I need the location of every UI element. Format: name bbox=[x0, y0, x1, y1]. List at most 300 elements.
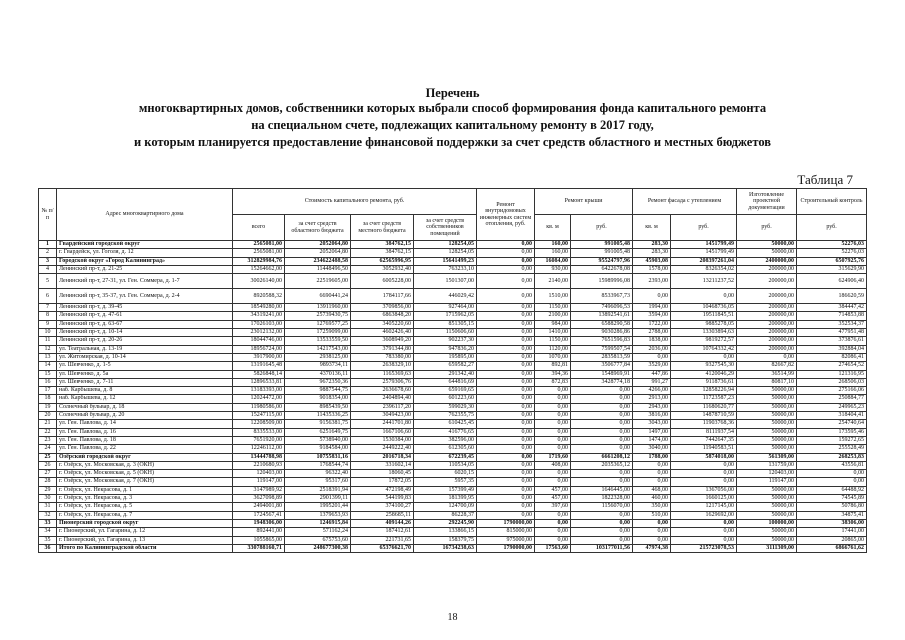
cell-num: 25 bbox=[39, 453, 57, 461]
cell-total: 120403,00 bbox=[233, 470, 285, 478]
cell-address: г. Озёрск, ул. Некрасова, д. 5 bbox=[57, 503, 233, 511]
cell-num: 28 bbox=[39, 478, 57, 486]
cell-facade-rub: 7442647,35 bbox=[671, 436, 737, 444]
cell-facade-m2: 2943,00 bbox=[633, 403, 671, 411]
table-row bbox=[39, 536, 867, 544]
cell-num: 6 bbox=[39, 289, 57, 304]
col-roof-header: Ремонт крыши bbox=[535, 189, 633, 215]
cell-regional: 13533559,50 bbox=[285, 337, 351, 345]
table-row bbox=[39, 436, 867, 444]
cell-regional: 9887544,75 bbox=[285, 387, 351, 395]
cell-owners: 659582,27 bbox=[414, 362, 477, 370]
table-row bbox=[39, 257, 867, 265]
cell-address: наб. Карбышева, д. 12 bbox=[57, 395, 233, 403]
cell-regional: 10755831,16 bbox=[285, 453, 351, 461]
cell-facade-m2: 350,00 bbox=[633, 503, 671, 511]
cell-owners: 416776,65 bbox=[414, 428, 477, 436]
cell-facade-m2: 460,00 bbox=[633, 495, 671, 503]
cell-heating: 0,00 bbox=[477, 265, 535, 273]
col-roof-rub-header: руб. bbox=[571, 215, 633, 241]
cell-regional: 2938125,00 bbox=[285, 353, 351, 361]
cell-address: Солнечный бульвар, д. 18 bbox=[57, 403, 233, 411]
cell-project: 0,00 bbox=[737, 353, 797, 361]
table-row bbox=[39, 544, 867, 552]
cell-facade-m2: 283,30 bbox=[633, 241, 671, 249]
cell-num: 24 bbox=[39, 445, 57, 453]
cell-roof-m2: 2100,00 bbox=[535, 312, 571, 320]
cell-total: 330788160,71 bbox=[233, 544, 285, 552]
cell-heating: 0,00 bbox=[477, 436, 535, 444]
cell-project: 200000,00 bbox=[737, 274, 797, 289]
cell-facade-rub: 0,00 bbox=[671, 478, 737, 486]
cell-address: наб. Карбышева, д. 8 bbox=[57, 387, 233, 395]
cell-total: 18956724,00 bbox=[233, 345, 285, 353]
cell-facade-rub: 0,00 bbox=[671, 470, 737, 478]
cell-roof-m2: 0,00 bbox=[535, 412, 571, 420]
cell-roof-rub: 8533967,73 bbox=[571, 289, 633, 304]
cell-address: Ленинский пр-т, 35-37, ул. Ген. Соммера, д. 2-4 bbox=[57, 289, 233, 304]
cell-address: Городской округ «Город Калининград» bbox=[57, 257, 233, 265]
cell-total: 12246112,00 bbox=[233, 445, 285, 453]
cell-roof-rub: 0,00 bbox=[571, 403, 633, 411]
cell-local: 2638329,10 bbox=[351, 362, 414, 370]
heading-line-1: Перечень bbox=[425, 86, 480, 100]
cell-facade-rub: 10764332,42 bbox=[671, 345, 737, 353]
cell-num: 31 bbox=[39, 503, 57, 511]
cell-regional: 96322,40 bbox=[285, 470, 351, 478]
cell-num: 21 bbox=[39, 420, 57, 428]
cell-total: 7651920,00 bbox=[233, 436, 285, 444]
col-project-rub-header: руб. bbox=[737, 215, 797, 241]
cell-facade-m2: 0,00 bbox=[633, 289, 671, 304]
cell-address: г. Озёрск, ул. Некрасова, д. 7 bbox=[57, 511, 233, 519]
cell-roof-m2: 0,00 bbox=[535, 428, 571, 436]
cell-roof-m2: 16084,00 bbox=[535, 257, 571, 265]
cell-project: 50000,00 bbox=[737, 511, 797, 519]
cell-address: Ленинский пр-т, д. 63-67 bbox=[57, 320, 233, 328]
cell-facade-m2: 0,00 bbox=[633, 528, 671, 536]
cell-roof-rub: 0,00 bbox=[571, 412, 633, 420]
cell-heating: 0,00 bbox=[477, 420, 535, 428]
cell-regional: 9156381,75 bbox=[285, 420, 351, 428]
cell-regional: 9672350,36 bbox=[285, 378, 351, 386]
cell-num: 33 bbox=[39, 519, 57, 527]
cell-total: 13191645,48 bbox=[233, 362, 285, 370]
table-row bbox=[39, 461, 867, 469]
cell-control: 274654,52 bbox=[797, 362, 867, 370]
cell-facade-m2: 0,00 bbox=[633, 461, 671, 469]
cell-roof-rub: 0,00 bbox=[571, 478, 633, 486]
cell-address: Ленинский пр-т, 27-31, ул. Ген. Соммера, д. 1-7 bbox=[57, 274, 233, 289]
table-row bbox=[39, 395, 867, 403]
cell-num: 26 bbox=[39, 461, 57, 469]
cell-total: 3917900,00 bbox=[233, 353, 285, 361]
cell-roof-rub: 3428774,18 bbox=[571, 378, 633, 386]
cell-total: 1724567,41 bbox=[233, 511, 285, 519]
cell-local: 2636678,60 bbox=[351, 387, 414, 395]
cell-facade-rub: 11680620,77 bbox=[671, 403, 737, 411]
cell-address: г. Озёрск, ул. Московская, д. 7 (ОКН) bbox=[57, 478, 233, 486]
cell-regional: 234622488,58 bbox=[285, 257, 351, 265]
cell-address: ул. Шевченко, д. 5а bbox=[57, 370, 233, 378]
cell-owners: 382596,00 bbox=[414, 436, 477, 444]
cell-control: 74545,89 bbox=[797, 495, 867, 503]
cell-regional: 25739430,75 bbox=[285, 312, 351, 320]
table-row bbox=[39, 387, 867, 395]
cell-project: 200000,00 bbox=[737, 345, 797, 353]
cell-roof-rub: 103177011,56 bbox=[571, 544, 633, 552]
cell-facade-rub: 13303894,63 bbox=[671, 329, 737, 337]
cell-roof-rub: 0,00 bbox=[571, 420, 633, 428]
cell-control: 6866761,62 bbox=[797, 544, 867, 552]
table-row bbox=[39, 470, 867, 478]
cell-control: 254740,64 bbox=[797, 420, 867, 428]
cell-facade-rub: 0,00 bbox=[671, 519, 737, 527]
cell-num: 20 bbox=[39, 412, 57, 420]
cell-roof-rub: 15989996,08 bbox=[571, 274, 633, 289]
cell-project: 50000,00 bbox=[737, 241, 797, 249]
col-control-rub-header: руб. bbox=[797, 215, 867, 241]
cell-heating: 0,00 bbox=[477, 289, 535, 304]
cell-roof-m2: 1510,00 bbox=[535, 289, 571, 304]
col-project-header: Изготовление проектной документации bbox=[737, 189, 797, 215]
cell-roof-rub: 0,00 bbox=[571, 387, 633, 395]
table-row bbox=[39, 312, 867, 320]
cell-project: 82667,82 bbox=[737, 362, 797, 370]
cell-control: 275166,06 bbox=[797, 387, 867, 395]
cell-regional: 12769577,25 bbox=[285, 320, 351, 328]
cell-facade-m2: 0,00 bbox=[633, 478, 671, 486]
cell-control: 6507925,76 bbox=[797, 257, 867, 265]
cell-num: 17 bbox=[39, 387, 57, 395]
cell-heating: 0,00 bbox=[477, 362, 535, 370]
cell-facade-rub: 9819272,57 bbox=[671, 337, 737, 345]
cell-regional: 2518391,94 bbox=[285, 486, 351, 494]
table-row bbox=[39, 478, 867, 486]
cell-facade-rub: 13211237,52 bbox=[671, 274, 737, 289]
table-row bbox=[39, 320, 867, 328]
cell-owners: 181399,95 bbox=[414, 495, 477, 503]
cell-project: 50000,00 bbox=[737, 445, 797, 453]
cell-project: 100000,00 bbox=[737, 519, 797, 527]
cell-facade-m2: 2036,00 bbox=[633, 345, 671, 353]
cell-regional: 6690441,24 bbox=[285, 289, 351, 304]
cell-roof-m2: 930,00 bbox=[535, 265, 571, 273]
table-row bbox=[39, 249, 867, 257]
cell-project: 200000,00 bbox=[737, 337, 797, 345]
cell-heating: 0,00 bbox=[477, 495, 535, 503]
cell-owners: 128254,05 bbox=[414, 241, 477, 249]
cell-local: 258685,11 bbox=[351, 511, 414, 519]
cell-num: 34 bbox=[39, 528, 57, 536]
cell-owners: 110534,05 bbox=[414, 461, 477, 469]
cell-heating: 0,00 bbox=[477, 412, 535, 420]
cell-num: 13 bbox=[39, 353, 57, 361]
cell-facade-rub: 1660125,00 bbox=[671, 495, 737, 503]
cell-address: ул. Ген. Павлова, д. 16 bbox=[57, 428, 233, 436]
cell-roof-rub: 9030286,86 bbox=[571, 329, 633, 337]
cell-local: 221731,65 bbox=[351, 536, 414, 544]
cell-total: 312829984,76 bbox=[233, 257, 285, 265]
cell-roof-m2: 394,36 bbox=[535, 370, 571, 378]
cell-total: 11980586,00 bbox=[233, 403, 285, 411]
cell-address: г. Озёрск, ул. Некрасова, д. 3 bbox=[57, 495, 233, 503]
cell-regional: 248677300,38 bbox=[285, 544, 351, 552]
cell-address: ул. Театральная, д. 13-19 bbox=[57, 345, 233, 353]
cell-roof-m2: 1719,60 bbox=[535, 453, 571, 461]
cell-local: 3405220,60 bbox=[351, 320, 414, 328]
cell-project: 50000,00 bbox=[737, 395, 797, 403]
cell-project: 50000,00 bbox=[737, 403, 797, 411]
cell-address: ул. Житомирская, д. 10-14 bbox=[57, 353, 233, 361]
col-address-header: Адрес многоквартирного дома bbox=[57, 189, 233, 241]
cell-heating: 0,00 bbox=[477, 370, 535, 378]
cell-control: 268506,03 bbox=[797, 378, 867, 386]
cell-control: 373876,61 bbox=[797, 337, 867, 345]
cell-num: 15 bbox=[39, 370, 57, 378]
cell-owners: 1501307,00 bbox=[414, 274, 477, 289]
cell-heating: 0,00 bbox=[477, 503, 535, 511]
cell-regional: 8985439,50 bbox=[285, 403, 351, 411]
cell-heating: 975000,00 bbox=[477, 536, 535, 544]
cell-address: г. Пионерский, ул. Гагарина, д. 13 bbox=[57, 536, 233, 544]
cell-facade-m2: 2393,00 bbox=[633, 274, 671, 289]
cell-control: 250884,77 bbox=[797, 395, 867, 403]
cell-local: 6005228,00 bbox=[351, 274, 414, 289]
cell-total: 3147989,92 bbox=[233, 486, 285, 494]
cell-roof-rub: 0,00 bbox=[571, 428, 633, 436]
cell-local: 6863848,20 bbox=[351, 312, 414, 320]
cell-roof-m2: 160,00 bbox=[535, 249, 571, 257]
cell-project: 200000,00 bbox=[737, 320, 797, 328]
cell-roof-m2: 397,60 bbox=[535, 503, 571, 511]
cell-regional: 1379653,93 bbox=[285, 511, 351, 519]
cell-control: 352534,37 bbox=[797, 320, 867, 328]
cell-roof-m2: 872,83 bbox=[535, 378, 571, 386]
cell-control: 315629,90 bbox=[797, 265, 867, 273]
cell-facade-m2: 0,00 bbox=[633, 470, 671, 478]
cell-roof-m2: 0,00 bbox=[535, 536, 571, 544]
cell-local: 2396117,20 bbox=[351, 403, 414, 411]
cell-facade-rub: 9118736,61 bbox=[671, 378, 737, 386]
cell-regional: 13911960,00 bbox=[285, 304, 351, 312]
cell-regional: 571162,24 bbox=[285, 528, 351, 536]
cell-facade-rub: 1367056,00 bbox=[671, 486, 737, 494]
cell-control: 268253,83 bbox=[797, 453, 867, 461]
cell-project: 50000,00 bbox=[737, 503, 797, 511]
cell-regional: 1246915,84 bbox=[285, 519, 351, 527]
cell-heating: 0,00 bbox=[477, 486, 535, 494]
cell-num: 27 bbox=[39, 470, 57, 478]
cell-owners: 6020,15 bbox=[414, 470, 477, 478]
cell-owners: 672239,45 bbox=[414, 453, 477, 461]
col-owners-header: за счет средств собственников помещений bbox=[414, 215, 477, 241]
cell-facade-m2: 3594,00 bbox=[633, 312, 671, 320]
cell-total: 23012132,00 bbox=[233, 329, 285, 337]
cell-facade-rub: 1451799,49 bbox=[671, 241, 737, 249]
cell-regional: 22519605,00 bbox=[285, 274, 351, 289]
cell-control: 384447,42 bbox=[797, 304, 867, 312]
cell-owners: 851305,15 bbox=[414, 320, 477, 328]
cell-regional: 9184584,00 bbox=[285, 445, 351, 453]
cell-local: 374100,27 bbox=[351, 503, 414, 511]
cell-roof-rub: 0,00 bbox=[571, 470, 633, 478]
table-row bbox=[39, 511, 867, 519]
table-row bbox=[39, 353, 867, 361]
cell-roof-m2: 0,00 bbox=[535, 420, 571, 428]
cell-local: 3049423,00 bbox=[351, 412, 414, 420]
cell-roof-m2: 408,00 bbox=[535, 461, 571, 469]
table-row bbox=[39, 528, 867, 536]
cell-owners: 446029,42 bbox=[414, 289, 477, 304]
cell-address: ул. Ген. Павлова, д. 22 bbox=[57, 445, 233, 453]
cell-roof-m2: 1120,00 bbox=[535, 345, 571, 353]
cell-facade-rub: 0,00 bbox=[671, 536, 737, 544]
cell-control: 255528,49 bbox=[797, 445, 867, 453]
table-body bbox=[39, 241, 867, 553]
col-facade-rub-header: руб. bbox=[671, 215, 737, 241]
cell-roof-m2: 1410,00 bbox=[535, 329, 571, 337]
cell-control: 17441,00 bbox=[797, 528, 867, 536]
cell-local: 3791344,80 bbox=[351, 345, 414, 353]
cell-facade-m2: 2788,00 bbox=[633, 329, 671, 337]
table-row bbox=[39, 428, 867, 436]
cell-roof-rub: 0,00 bbox=[571, 395, 633, 403]
cell-roof-rub: 0,00 bbox=[571, 528, 633, 536]
cell-facade-m2: 510,00 bbox=[633, 511, 671, 519]
cell-project: 200000,00 bbox=[737, 304, 797, 312]
cell-project: 2400000,00 bbox=[737, 257, 797, 265]
table-row bbox=[39, 445, 867, 453]
cell-control: 392884,04 bbox=[797, 345, 867, 353]
cell-roof-m2: 2140,00 bbox=[535, 274, 571, 289]
cell-control: 249965,23 bbox=[797, 403, 867, 411]
cell-local: 1165369,63 bbox=[351, 370, 414, 378]
cell-num: 5 bbox=[39, 274, 57, 289]
cell-control: 477951,48 bbox=[797, 329, 867, 337]
cell-address: Солнечный бульвар, д. 20 bbox=[57, 412, 233, 420]
cell-address: Пионерский городской округ bbox=[57, 519, 233, 527]
cell-total: 2565081,00 bbox=[233, 241, 285, 249]
cell-address: ул. Ген. Павлова, д. 14 bbox=[57, 420, 233, 428]
cell-regional: 11448496,50 bbox=[285, 265, 351, 273]
cell-address: г. Гвардейск, ул. Гоголя, д. 12 bbox=[57, 249, 233, 257]
cell-address: Озёрский городской округ bbox=[57, 453, 233, 461]
cell-heating: 0,00 bbox=[477, 387, 535, 395]
cell-roof-m2: 1150,00 bbox=[535, 304, 571, 312]
cell-heating: 0,00 bbox=[477, 403, 535, 411]
cell-project: 50000,00 bbox=[737, 412, 797, 420]
cell-num: 29 bbox=[39, 486, 57, 494]
cell-local: 331602,14 bbox=[351, 461, 414, 469]
cell-local: 17872,05 bbox=[351, 478, 414, 486]
table-row bbox=[39, 337, 867, 345]
repair-table bbox=[38, 188, 867, 553]
cell-control: 159272,65 bbox=[797, 436, 867, 444]
table-row bbox=[39, 265, 867, 273]
cell-heating: 1790000,00 bbox=[477, 519, 535, 527]
cell-roof-m2: 0,00 bbox=[535, 470, 571, 478]
cell-control: 624906,40 bbox=[797, 274, 867, 289]
cell-project: 200000,00 bbox=[737, 312, 797, 320]
cell-num: 19 bbox=[39, 403, 57, 411]
cell-num: 32 bbox=[39, 511, 57, 519]
cell-num: 11 bbox=[39, 337, 57, 345]
cell-control: 173595,46 bbox=[797, 428, 867, 436]
cell-control: 64488,92 bbox=[797, 486, 867, 494]
cell-facade-m2: 0,00 bbox=[633, 536, 671, 544]
cell-total: 13183393,00 bbox=[233, 387, 285, 395]
cell-owners: 659169,65 bbox=[414, 387, 477, 395]
cell-project: 50000,00 bbox=[737, 536, 797, 544]
cell-roof-rub: 0,00 bbox=[571, 445, 633, 453]
cell-num: 2 bbox=[39, 249, 57, 257]
cell-owners: 16734238,63 bbox=[414, 544, 477, 552]
cell-local: 62565996,95 bbox=[351, 257, 414, 265]
cell-roof-m2: 0,00 bbox=[535, 445, 571, 453]
cell-heating: 0,00 bbox=[477, 241, 535, 249]
col-heating-header: Ремонт внутридомовых инженерных систем отопления, руб. bbox=[477, 189, 535, 241]
heading-line-3: на специальном счете, подлежащих капитальному ремонту в 2017 году, bbox=[251, 118, 654, 132]
cell-local: 187412,61 bbox=[351, 528, 414, 536]
cell-heating: 0,00 bbox=[477, 445, 535, 453]
cell-control: 0,00 bbox=[797, 470, 867, 478]
cell-project: 36514,99 bbox=[737, 370, 797, 378]
cell-total: 8335533,00 bbox=[233, 428, 285, 436]
cell-facade-m2: 283,30 bbox=[633, 249, 671, 257]
cell-facade-m2: 45903,08 bbox=[633, 257, 671, 265]
cell-facade-m2: 3043,00 bbox=[633, 420, 671, 428]
cell-owners: 927464,00 bbox=[414, 304, 477, 312]
cell-heating: 0,00 bbox=[477, 461, 535, 469]
cell-project: 200000,00 bbox=[737, 289, 797, 304]
cell-owners: 133866,15 bbox=[414, 528, 477, 536]
cell-heating: 0,00 bbox=[477, 337, 535, 345]
cell-owners: 86228,37 bbox=[414, 511, 477, 519]
cell-local: 3608949,20 bbox=[351, 337, 414, 345]
table-row bbox=[39, 378, 867, 386]
cell-regional: 4370136,11 bbox=[285, 370, 351, 378]
cell-address: Гвардейский городской округ bbox=[57, 241, 233, 249]
cell-owners: 1150606,60 bbox=[414, 329, 477, 337]
cell-roof-rub: 1646445,00 bbox=[571, 486, 633, 494]
cell-address: Ленинский пр-т, д. 20-26 bbox=[57, 337, 233, 345]
table-row bbox=[39, 420, 867, 428]
cell-owners: 15641499,23 bbox=[414, 257, 477, 265]
cell-owners: 291342,40 bbox=[414, 370, 477, 378]
cell-project: 120403,00 bbox=[737, 470, 797, 478]
cell-facade-m2: 1722,00 bbox=[633, 320, 671, 328]
cell-roof-m2: 892,81 bbox=[535, 362, 571, 370]
cell-local: 2404894,40 bbox=[351, 395, 414, 403]
cell-total: 119147,00 bbox=[233, 478, 285, 486]
cell-regional: 14217543,00 bbox=[285, 345, 351, 353]
cell-heating: 0,00 bbox=[477, 257, 535, 265]
cell-facade-rub: 4120046,29 bbox=[671, 370, 737, 378]
cell-facade-rub: 8111937,54 bbox=[671, 428, 737, 436]
cell-roof-m2: 160,00 bbox=[535, 241, 571, 249]
cell-owners: 5957,35 bbox=[414, 478, 477, 486]
cell-owners: 601223,60 bbox=[414, 395, 477, 403]
cell-roof-m2: 457,00 bbox=[535, 486, 571, 494]
cell-heating: 0,00 bbox=[477, 345, 535, 353]
cell-roof-m2: 0,00 bbox=[535, 395, 571, 403]
cell-heating: 0,00 bbox=[477, 478, 535, 486]
cell-num: 22 bbox=[39, 428, 57, 436]
cell-regional: 1768544,74 bbox=[285, 461, 351, 469]
cell-control: 52276,03 bbox=[797, 241, 867, 249]
col-total-header: всего bbox=[233, 215, 285, 241]
